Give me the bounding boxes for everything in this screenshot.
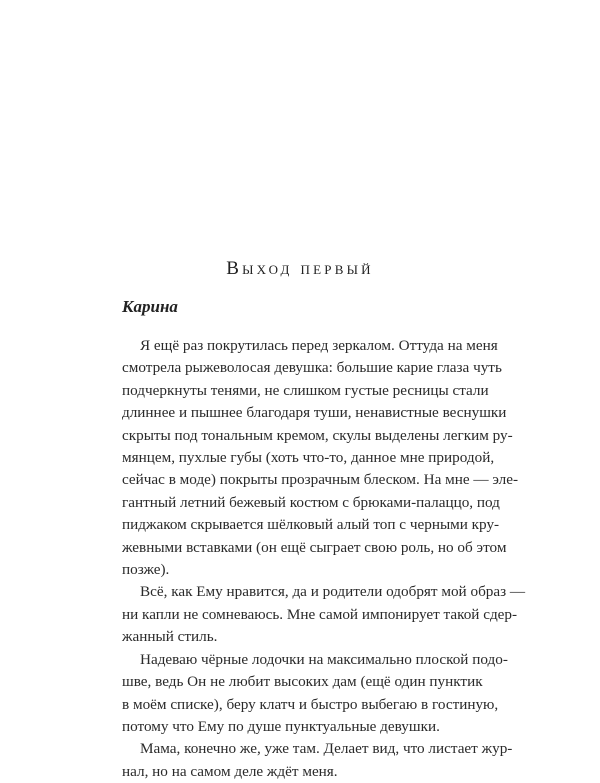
text-line: шве, ведь Он не любит высоких дам (ещё один пунктик <box>122 673 483 691</box>
text-line: в моём списке), беру клатч и быстро выбегаю в гостиную, <box>122 695 499 713</box>
text-line: потому что Ему по душе пунктуальные девушки. <box>122 717 440 735</box>
text-line: Я ещё раз покрутилась перед зеркалом. Оттуда на меня <box>140 337 498 354</box>
text-line: длиннее и пышнее благодаря туши, ненавистные веснушки <box>122 404 507 422</box>
text-line: ни капли не сомневаюсь. Мне самой импонирует такой сдер- <box>122 605 518 623</box>
text-line: подчеркнуты тенями, не слишком густые ресницы стали <box>122 381 489 399</box>
chapter-title: Выход первый <box>226 258 374 279</box>
text-line: смотрела рыжеволосая девушка: большие карие глаза чуть <box>122 359 502 377</box>
text-line: нал, но на самом деле ждёт меня. <box>122 762 338 780</box>
text-line: позже). <box>122 561 170 579</box>
body-text <box>122 335 526 783</box>
text-line: Всё, как Ему нравится, да и родители одобрят мой образ — <box>140 583 526 601</box>
text-line: Мама, конечно же, уже там. Делает вид, что листает жур- <box>140 740 513 758</box>
text-line: мянцем, пухлые губы (хоть что-то, данное мне природой, <box>122 449 495 467</box>
text-line: жанный стиль. <box>122 628 218 646</box>
text-line: скрыты под тональным кремом, скулы выделены легким ру- <box>122 426 513 444</box>
text-line: Надеваю чёрные лодочки на максимально плоской подо- <box>140 650 508 668</box>
text-line: гантный летний бежевый костюм с брюками-палаццо, под <box>122 493 500 511</box>
text-line: жевными вставками (он ещё сыграет свою роль, но об этом <box>122 538 507 556</box>
text-line: пиджаком скрывается шёлковый алый топ с черными кру- <box>122 516 500 534</box>
character-heading: Карина <box>122 297 178 316</box>
text-line: сейчас в моде) покрыты прозрачным блеском. На мне — эле- <box>122 471 519 489</box>
